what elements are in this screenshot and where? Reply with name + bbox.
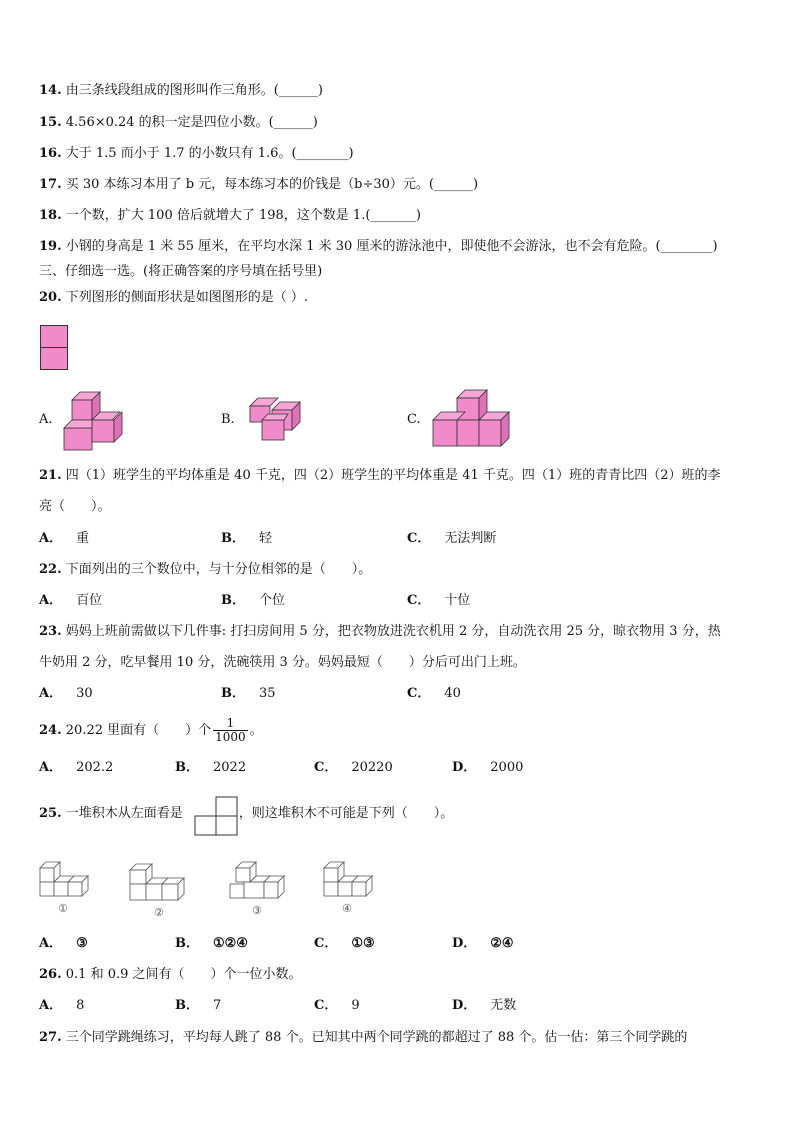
question-21: 21. 四（1）班学生的平均体重是 40 千克，四（2）班学生的平均体重是 41 千克。四（1）班的青青比四（2）班的李 [39,468,721,483]
block-figure-1[interactable] [38,858,100,916]
q26-option-b[interactable]: B． 7 [175,998,222,1013]
q21-option-c[interactable]: C． 无法判断 [407,531,497,546]
judge-question-15: 15. 4.56×0.24 的积一定是四位小数。(______) [39,115,318,130]
left-view-figure [194,796,240,838]
q20-option-b-figure[interactable] [246,396,306,444]
q25-option-d[interactable]: D． ②④ [452,936,514,951]
block-figure-label: ② [154,906,164,919]
judge-question-19: 19. 小钢的身高是 1 米 55 厘米，在平均水深 1 米 30 厘米的游泳池中，即使他不会游泳，也不会有危险。(________) [39,239,718,254]
q23-option-c[interactable]: C． 40 [407,686,461,701]
question-27: 27. 三个同学跳绳练习，平均每人跳了 88 个。已知其中两个同学跳的都超过了 88 个。估一估：第三个同学跳的 [39,1030,688,1045]
question-24: 24. 20.22 里面有（ ）个 $\frac{1}{1000}$ 。 [39,716,263,744]
q24-option-d[interactable]: D． 2000 [452,760,524,775]
q20-option-a-label: A. [39,412,53,427]
block-figure-2[interactable] [128,860,198,918]
judge-question-16: 16. 大于 1.5 而小于 1.7 的小数只有 1.6。(________) [39,146,354,161]
q23-option-a[interactable]: A． 30 [39,686,93,701]
q26-option-c[interactable]: C． 9 [314,998,360,1013]
q24-option-c[interactable]: C． 20220 [314,760,393,775]
question-25: 25. 一堆积木从左面看是 ，则这堆积木不可能是下列（ ）。 [39,806,454,821]
q22-option-b[interactable]: B． 个位 [221,593,286,608]
q24-option-a[interactable]: A． 202.2 [39,760,114,775]
side-view-figure [40,325,68,371]
q21-option-b[interactable]: B． 轻 [221,531,273,546]
q24-option-b[interactable]: B． 2022 [175,760,247,775]
question-22: 22. 下面列出的三个数位中，与十分位相邻的是（ ）。 [39,562,372,577]
q25-option-a[interactable]: A． ③ [39,936,88,951]
q20-option-c-figure[interactable] [431,390,513,450]
q23-option-b[interactable]: B． 35 [221,686,276,701]
fraction: $\frac{1}{1000}$ [215,716,246,744]
judge-question-18: 18. 一个数，扩大 100 倍后就增大了 198，这个数是 1.(_______) [39,208,421,223]
judge-question-17: 17. 买 30 本练习本用了 b 元，每本练习本的价钱是（b÷30）元。(______) [39,177,479,192]
q25-option-c[interactable]: C． ①③ [314,936,375,951]
block-figure-label: ③ [252,904,262,917]
q25-option-b[interactable]: B． ①②④ [175,936,248,951]
block-figure-3[interactable] [228,860,294,918]
q26-option-a[interactable]: A． 8 [39,998,85,1013]
block-figure-4[interactable] [320,858,386,916]
question-26: 26. 0.1 和 0.9 之间有（ ）个一位小数。 [39,967,302,982]
question-20: 20. 下列图形的侧面形状是如图图形的是（ ）. [39,290,309,305]
block-figure-label: ① [58,902,68,915]
q26-option-d[interactable]: D． 无数 [452,998,517,1013]
q22-option-c[interactable]: C． 十位 [407,593,471,608]
block-figure-label: ④ [342,902,352,915]
judge-question-14: 14. 由三条线段组成的图形叫作三角形。(______) [39,83,323,98]
q20-option-b-label: B. [221,412,235,427]
question-21-line-2: 亮（ ）。 [39,499,111,514]
question-23-line-2: 牛奶用 2 分，吃早餐用 10 分，洗碗筷用 3 分。妈妈最短（ ）分后可出门上班。 [39,655,526,670]
q20-option-a-figure[interactable] [62,388,126,452]
q22-option-a[interactable]: A． 百位 [39,593,103,608]
q21-option-a[interactable]: A． 重 [39,531,90,546]
q20-option-c-label: C. [407,412,421,427]
question-23: 23. 妈妈上班前需做以下几件事: 打扫房间用 5 分，把衣物放进洗衣机用 2 分，自动洗衣用 25 分，晾衣物用 3 分，热 [39,624,721,639]
section-heading-3: 三、仔细选一选。(将正确答案的序号填在括号里) [39,264,323,279]
